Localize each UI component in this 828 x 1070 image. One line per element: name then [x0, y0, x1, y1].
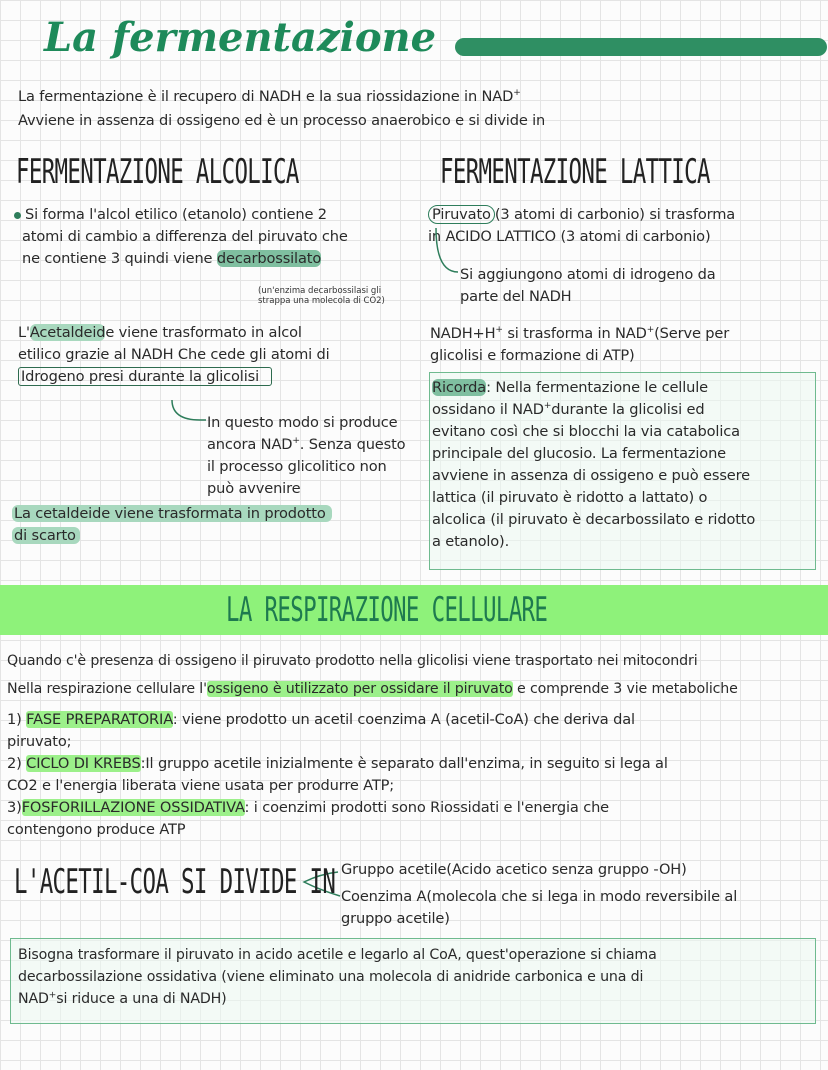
highlight-ossigeno: ossigeno è utilizzato per ossidare il piruvato — [206, 681, 513, 697]
connector-alcolica — [172, 400, 206, 420]
respirazione-line-1: Quando c'è presenza di ossigeno il piruvato prodotto nella glicolisi viene trasportato nei mitocondri — [7, 653, 698, 669]
highlight-fase-preparatoria: FASE PREPARATORIA — [26, 711, 173, 728]
heading-fermentazione-alcolica: FERMENTAZIONE ALCOLICA — [16, 152, 299, 192]
lattica-paragraph-1: Piruvato (3 atomi di carbonio) si trasforma in ACIDO LATTICO (3 atomi di carbonio) — [428, 206, 736, 245]
acetil-branch-1: Gruppo acetile(Acido acetico senza gruppo -OH) — [341, 861, 687, 878]
page-title: La fermentazione — [44, 14, 437, 61]
heading-acetil-coa: L'ACETIL-COA SI DIVIDE IN — [14, 862, 336, 902]
highlight-acetaldeide: Acetaldeid — [29, 324, 106, 341]
alcolica-paragraph-2: L'Acetaldeide viene trasformato in alcol etilico grazie al NADH Che cede gli atomi di Idrogeno presi durante la glicolisi — [18, 324, 330, 385]
boxed-glicolisi: Idrogeno presi durante la glicolisi — [18, 367, 272, 386]
ring-piruvato: Piruvato — [428, 205, 495, 224]
respirazione-line-2: Nella respirazione cellulare l'ossigeno è utilizzato per ossidare il piruvato e comprende 3 vie metaboliche — [7, 681, 738, 697]
lattica-paragraph-2: Si aggiungono atomi di idrogeno da parte del NADH — [460, 266, 716, 305]
heading-respirazione-cellulare: LA RESPIRAZIONE CELLULARE — [226, 590, 548, 630]
highlight-decarbossilato: decarbossilato — [216, 250, 322, 267]
intro-line-2: Avviene in assenza di ossigeno ed è un processo anaerobico e si divide in — [18, 112, 546, 129]
highlight-ciclo-di-krebs: CICLO DI KREBS — [26, 755, 141, 772]
respirazione-steps: 1) FASE PREPARATORIA: viene prodotto un acetil coenzima A (acetil-CoA) che deriva dal piruvato; 2) CICLO DI KREBS:Il gruppo acetile inizialmente è separato dall'enzima, in seguito si lega al CO2 e l'energia liberata viene usata per produrre ATP; 3)FOSFORILLAZIONE OSSIDATIVA: i coenzimi prodotti sono Riossidati e l'energia che contengono produce ATP — [7, 711, 668, 838]
alcolica-note: (un'enzima decarbossilasi gli strappa una molecola di CO2) — [258, 286, 385, 306]
intro-line-1: La fermentazione è il recupero di NADH e la sua riossidazione in NAD+ — [18, 88, 521, 105]
alcolica-paragraph-1: Si forma l'alcol etilico (etanolo) contiene 2 atomi di cambio a differenza del piruvato che ne contiene 3 quindi viene decarbossilato — [14, 204, 348, 270]
ricorda-text: Ricorda: Nella fermentazione le cellule ossidano il NAD+durante la glicolisi ed evitano così che si blocchi la via catabolica principale del glucosio. La fermentazione avviene in assenza di ossigeno e può essere lattica (il piruvato è ridotto a lattato) o alcolica (il piruvato è decarbossilato e ridotto a etanolo). — [432, 379, 756, 550]
lattica-paragraph-3: NADH+H+ si trasforma in NAD+(Serve per glicolisi e formazione di ATP) — [430, 325, 730, 364]
heading-fermentazione-lattica: FERMENTAZIONE LATTICA — [440, 152, 710, 192]
acetil-branch-2: Coenzima A(molecola che si lega in modo reversibile al gruppo acetile) — [341, 888, 738, 927]
highlight-ricorda: Ricorda — [432, 379, 487, 396]
alcolica-paragraph-3: In questo modo si produce ancora NAD+. Senza questo il processo glicolitico non può avvenire — [207, 414, 406, 497]
highlight-fosforillazione: FOSFORILLAZIONE OSSIDATIVA — [21, 799, 245, 816]
connector-lattica — [436, 228, 458, 272]
alcolica-paragraph-4: La cetaldeide viene trasformata in prodotto di scarto — [12, 503, 332, 547]
final-box-text: Bisogna trasformare il piruvato in acido acetile e legarlo al CoA, quest'operazione si chiama decarbossilazione ossidativa (viene eliminato una molecola di anidride carbonica e una di NAD+si riduce a una di NADH) — [18, 947, 657, 1007]
